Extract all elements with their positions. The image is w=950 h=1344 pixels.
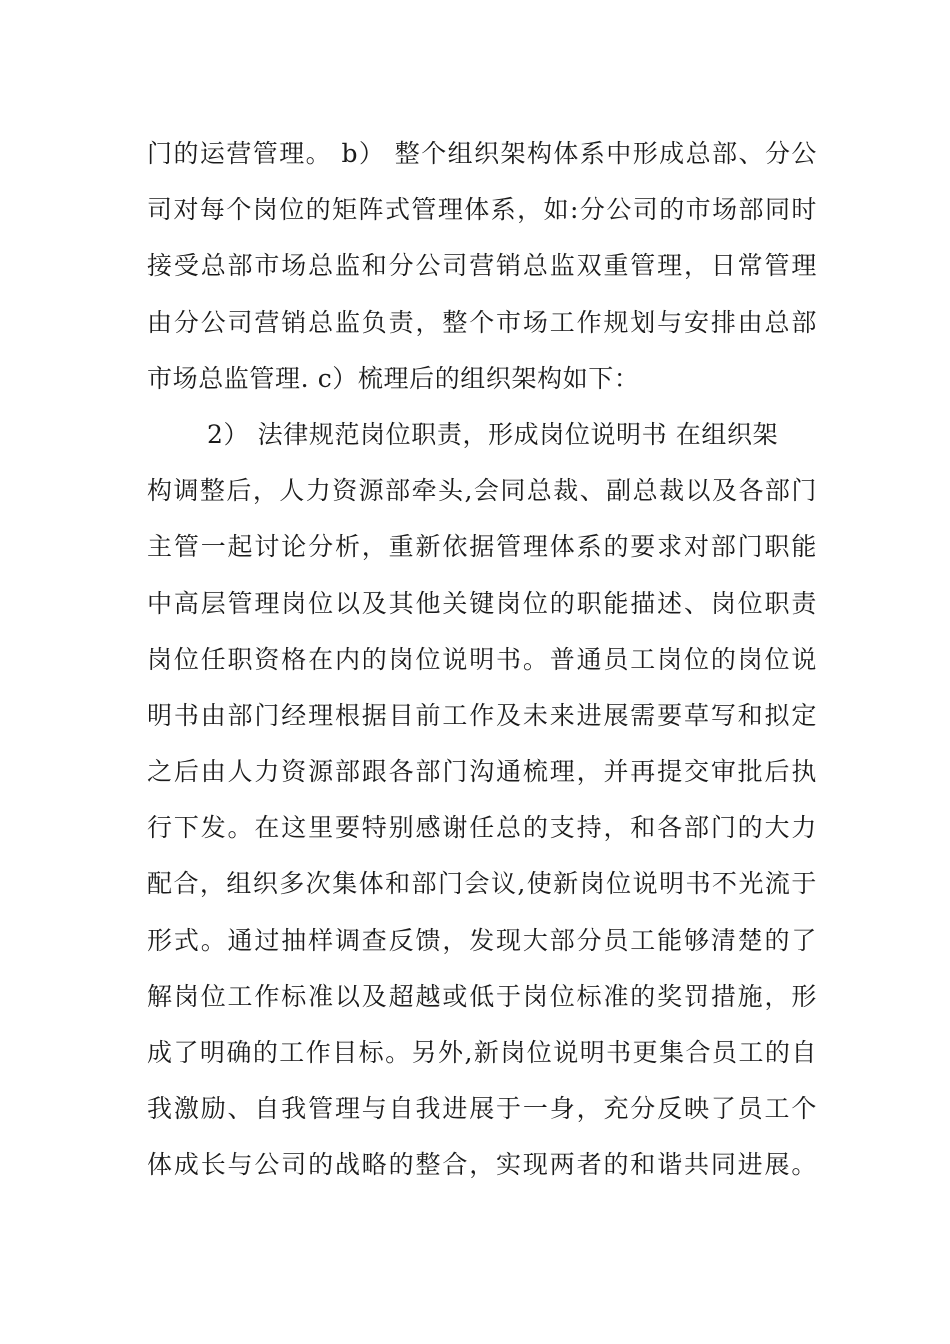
- text-line: 构调整后，人力资源部牵头,会同总裁、副总裁以及各部门: [147, 476, 817, 506]
- text-line: 明书由部门经理根据目前工作及未来进展需要草写和拟定: [147, 700, 817, 730]
- text-line: 接受总部市场总监和分公司营销总监双重管理，日常管理: [147, 251, 817, 281]
- text-line: 司对每个岗位的矩阵式管理体系，如:分公司的市场部同时: [147, 195, 817, 225]
- text-line: 配合，组织多次集体和部门会议,使新岗位说明书不光流于: [147, 869, 817, 899]
- text-line: 之后由人力资源部跟各部门沟通梳理，并再提交审批后执: [147, 757, 817, 787]
- text-line: 由分公司营销总监负责，整个市场工作规划与安排由总部: [147, 307, 817, 337]
- text-line: 行下发。在这里要特别感谢任总的支持，和各部门的大力: [147, 813, 817, 843]
- text-line: 我激励、自我管理与自我进展于一身，充分反映了员工个: [147, 1094, 817, 1124]
- text-line: 主管一起讨论分析，重新依据管理体系的要求对部门职能: [147, 532, 817, 562]
- text-line: 2） 法律规范岗位职责，形成岗位说明书 在组织架: [207, 419, 779, 449]
- text-line: 岗位任职资格在内的岗位说明书。普通员工岗位的岗位说: [147, 644, 817, 674]
- text-line: 体成长与公司的战略的整合，实现两者的和谐共同进展。: [147, 1150, 817, 1180]
- text-line: 门的运营管理。 b） 整个组织架构体系中形成总部、分公: [147, 139, 817, 168]
- text-line: 成了明确的工作目标。另外,新岗位说明书更集合员工的自: [147, 1038, 817, 1067]
- text-line: 解岗位工作标准以及超越或低于岗位标准的奖罚措施，形: [147, 981, 817, 1011]
- text-line: 形式。通过抽样调查反馈，发现大部分员工能够清楚的了: [147, 925, 817, 955]
- text-line: 中高层管理岗位以及其他关键岗位的职能描述、岗位职责: [147, 588, 817, 618]
- body-text: [147, 126, 817, 1194]
- text-line: 市场总监管理. c）梳理后的组织架构如下：: [147, 363, 640, 393]
